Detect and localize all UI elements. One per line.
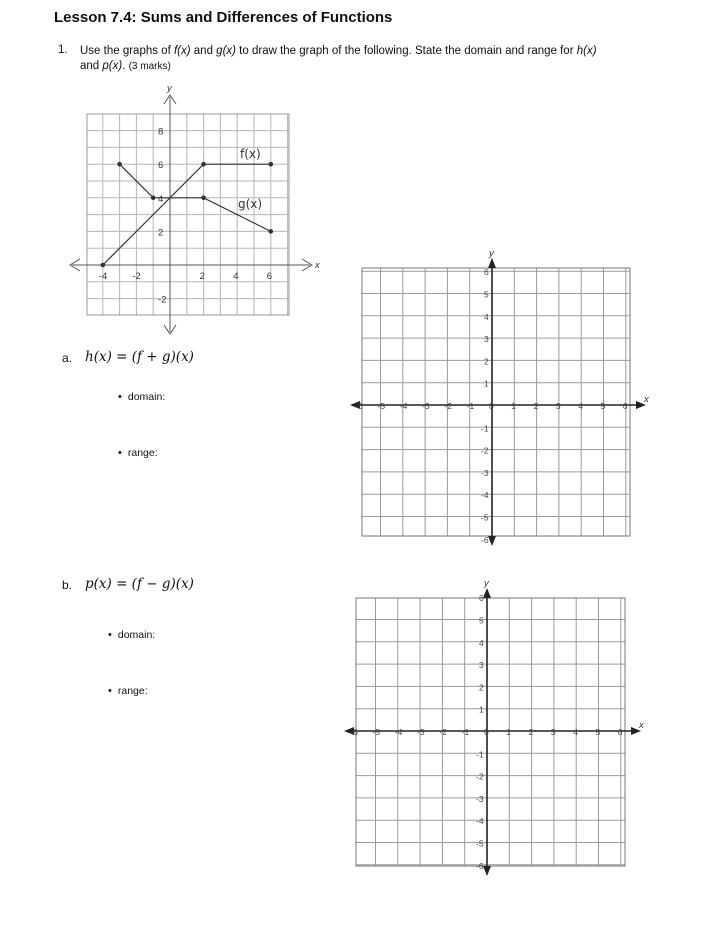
- y-tick-label: 2: [479, 682, 484, 693]
- part-a-expression: h(x) = (f + g)(x): [85, 349, 194, 365]
- question-text: Use the graphs of f(x) and g(x) to draw the graph of the following. State the domain and range for h(x) and p(x). (3 marks): [80, 45, 597, 72]
- x-tick-label: -4: [399, 401, 408, 411]
- x-tick-label: 5: [600, 401, 606, 411]
- part-a-domain-label: • domain:: [118, 391, 165, 403]
- y-tick-label: 1: [479, 704, 484, 715]
- part-b-label: b.: [62, 578, 73, 592]
- y-tick-label: -2: [158, 294, 167, 306]
- y-tick-label: 5: [479, 615, 484, 626]
- y-axis-arrow-up: [483, 588, 491, 598]
- x-tick-label: -3: [422, 401, 430, 411]
- y-tick-label: 8: [158, 126, 164, 138]
- x-tick-label: 1: [511, 401, 517, 411]
- y-axis-label: y: [484, 578, 489, 589]
- x-tick-label: -6: [355, 401, 363, 411]
- part-a-range-label: • range:: [118, 447, 158, 459]
- x-tick-label: -2: [132, 271, 141, 282]
- x-tick-label: 2: [533, 401, 539, 411]
- part-b-expression: p(x) = (f − g)(x): [85, 576, 194, 592]
- f-label: f(x): [240, 147, 261, 161]
- part-a-label: a.: [62, 351, 73, 365]
- y-tick-label: -2: [481, 445, 489, 456]
- x-tick-label: 6: [622, 401, 628, 411]
- x-tick-label: -3: [417, 727, 425, 737]
- y-tick-label: 6: [158, 160, 164, 172]
- y-tick-label: 1: [484, 378, 489, 389]
- x-tick-label: 3: [555, 401, 561, 411]
- x-tick-label: -4: [98, 271, 108, 282]
- y-tick-label: 4: [158, 193, 164, 205]
- y-axis-arrow-down: [483, 866, 491, 876]
- y-tick-label: 3: [479, 660, 484, 671]
- x-tick-label: 2: [528, 727, 534, 737]
- y-tick-label: 2: [484, 356, 489, 367]
- y-tick-label: 5: [484, 289, 489, 300]
- x-tick-label: -1: [461, 727, 470, 737]
- x-tick-label: -4: [394, 727, 403, 737]
- y-tick-label: 6: [484, 267, 489, 278]
- y-tick-label: -4: [481, 490, 489, 501]
- x-tick-label: -2: [439, 727, 447, 737]
- y-axis-label: y: [489, 248, 494, 259]
- page-title: Lesson 7.4: Sums and Differences of Functions: [54, 9, 393, 26]
- y-axis-label: y: [167, 83, 172, 94]
- y-tick-label: -2: [476, 771, 484, 782]
- x-tick-label: -5: [377, 401, 386, 411]
- part-b-domain-label: • domain:: [108, 629, 155, 641]
- y-tick-label: -6: [481, 534, 489, 545]
- y-tick-label: 6: [479, 593, 484, 604]
- x-tick-label: 6: [266, 271, 273, 282]
- question-number: 1.: [58, 44, 68, 56]
- x-tick-label: 4: [233, 271, 239, 282]
- y-tick-label: 4: [479, 637, 484, 648]
- y-tick-label: -5: [476, 838, 484, 849]
- x-tick-label: 6: [617, 727, 623, 737]
- g-label: g(x): [238, 197, 263, 211]
- x-tick-label: 3: [550, 727, 556, 737]
- y-tick-label: -3: [476, 793, 484, 804]
- x-axis-label: x: [315, 260, 320, 271]
- y-tick-label: 2: [158, 227, 164, 239]
- x-tick-label: 0: [489, 401, 494, 411]
- x-tick-label: -5: [372, 727, 381, 737]
- x-tick-label: 0: [484, 727, 489, 737]
- x-tick-label: 2: [199, 271, 205, 282]
- y-tick-label: -6: [476, 860, 484, 871]
- x-tick-label: 5: [595, 727, 601, 737]
- x-tick-label: -1: [466, 401, 475, 411]
- x-tick-label: 4: [573, 727, 578, 737]
- y-tick-label: 3: [484, 334, 489, 345]
- y-tick-label: -4: [476, 816, 484, 827]
- x-axis-label: x: [644, 394, 649, 405]
- x-tick-label: 4: [578, 401, 583, 411]
- x-axis-label: x: [639, 720, 644, 731]
- y-tick-label: -5: [481, 512, 489, 523]
- y-tick-label: 4: [484, 311, 489, 322]
- x-tick-label: -6: [350, 727, 358, 737]
- y-tick-label: -1: [476, 749, 484, 760]
- x-tick-label: 1: [506, 727, 512, 737]
- x-tick-label: -2: [444, 401, 452, 411]
- y-tick-label: -1: [481, 423, 489, 434]
- part-b-range-label: • range:: [108, 685, 148, 697]
- y-tick-label: -3: [481, 467, 489, 478]
